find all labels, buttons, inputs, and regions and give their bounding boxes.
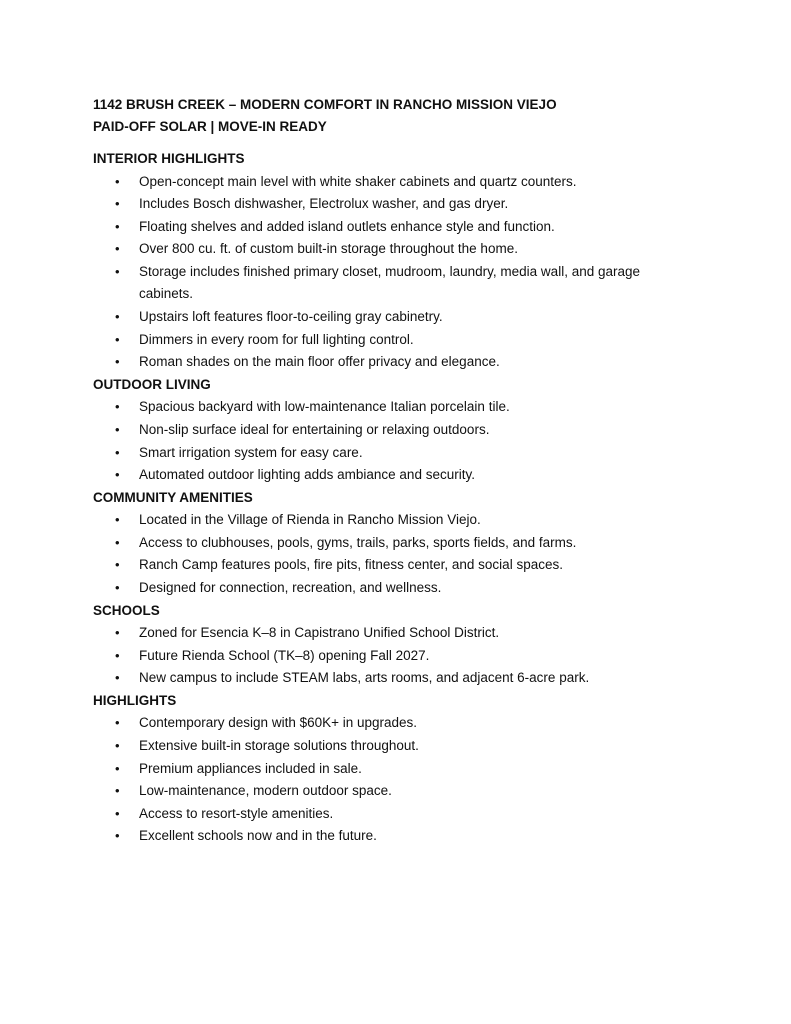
list-item-text: Non-slip surface ideal for entertaining or relaxing outdoors. bbox=[139, 421, 490, 437]
list-item-text: Designed for connection, recreation, and wellness. bbox=[139, 580, 442, 595]
list-item bbox=[93, 238, 713, 261]
list-item bbox=[93, 803, 713, 826]
list-item-text: Roman shades on the main floor offer privacy and elegance. bbox=[139, 354, 500, 370]
list-item bbox=[93, 171, 713, 194]
list-item bbox=[93, 419, 713, 442]
bullet-icon: • bbox=[115, 263, 120, 279]
list-item bbox=[93, 261, 713, 306]
list-item bbox=[93, 825, 713, 848]
section-heading: HIGHLIGHTS bbox=[93, 692, 177, 708]
bullet-icon: • bbox=[115, 421, 120, 437]
list-item bbox=[93, 577, 713, 600]
section bbox=[93, 374, 713, 487]
list-item bbox=[93, 667, 713, 690]
document-subtitle: PAID-OFF SOLAR | MOVE-IN READY bbox=[93, 119, 327, 134]
list-item-text: Located in the Village of Rienda in Rancho Mission Viejo. bbox=[139, 512, 481, 528]
bullet-icon: • bbox=[115, 647, 120, 663]
bullet-icon: • bbox=[115, 309, 120, 325]
list-item-text: Premium appliances included in sale. bbox=[139, 760, 362, 776]
list-item-text: Smart irrigation system for easy care. bbox=[139, 444, 363, 460]
bullet-icon: • bbox=[115, 331, 120, 347]
bullet-list bbox=[93, 171, 713, 374]
list-item-text: Upstairs loft features floor-to-ceiling gray cabinetry. bbox=[139, 309, 443, 325]
list-item bbox=[93, 329, 713, 352]
section bbox=[93, 600, 713, 690]
list-item-text: Open-concept main level with white shaker cabinets and quartz counters. bbox=[139, 173, 577, 189]
bullet-icon: • bbox=[115, 557, 120, 573]
section bbox=[93, 690, 713, 848]
document-page bbox=[93, 94, 713, 848]
list-item-text: New campus to include STEAM labs, arts rooms, and adjacent 6-acre park. bbox=[139, 670, 590, 686]
list-item bbox=[93, 464, 713, 487]
list-item bbox=[93, 554, 713, 577]
bullet-icon: • bbox=[115, 512, 120, 528]
bullet-icon: • bbox=[115, 670, 120, 686]
bullet-list bbox=[93, 622, 713, 690]
list-item bbox=[93, 351, 713, 374]
list-item-text: Floating shelves and added island outlets enhance style and function. bbox=[139, 218, 555, 234]
list-item bbox=[93, 532, 713, 555]
list-item-text: Dimmers in every room for full lighting control. bbox=[139, 331, 414, 347]
list-item-text: Ranch Camp features pools, fire pits, fitness center, and social spaces. bbox=[139, 557, 563, 573]
list-item-text: Excellent schools now and in the future. bbox=[139, 828, 377, 844]
bullet-icon: • bbox=[115, 828, 120, 844]
document-title: 1142 BRUSH CREEK – MODERN COMFORT IN RANCHO MISSION VIEJO bbox=[93, 97, 557, 112]
bullet-icon: • bbox=[115, 354, 120, 370]
list-item-text: Spacious backyard with low-maintenance Italian porcelain tile. bbox=[139, 399, 510, 415]
list-item bbox=[93, 645, 713, 668]
list-item bbox=[93, 442, 713, 465]
bullet-icon: • bbox=[115, 580, 120, 595]
bullet-icon: • bbox=[115, 715, 120, 731]
section-heading: COMMUNITY AMENITIES bbox=[93, 489, 253, 505]
list-item bbox=[93, 758, 713, 781]
list-item bbox=[93, 193, 713, 216]
list-item bbox=[93, 780, 713, 803]
list-item bbox=[93, 622, 713, 645]
sections-container bbox=[93, 148, 713, 848]
bullet-list bbox=[93, 396, 713, 486]
list-item-text: Zoned for Esencia K–8 in Capistrano Unified School District. bbox=[139, 625, 500, 641]
bullet-icon: • bbox=[115, 241, 120, 257]
list-item-text: Automated outdoor lighting adds ambiance and security. bbox=[139, 467, 475, 483]
bullet-icon: • bbox=[115, 173, 120, 189]
list-item bbox=[93, 712, 713, 735]
bullet-icon: • bbox=[115, 196, 120, 212]
list-item bbox=[93, 735, 713, 758]
list-item bbox=[93, 306, 713, 329]
bullet-icon: • bbox=[115, 760, 120, 776]
list-item bbox=[93, 509, 713, 532]
bullet-icon: • bbox=[115, 783, 120, 799]
section-heading: INTERIOR HIGHLIGHTS bbox=[93, 151, 245, 166]
bullet-list bbox=[93, 712, 713, 848]
section bbox=[93, 148, 713, 374]
list-item-text: Extensive built-in storage solutions throughout. bbox=[139, 737, 419, 753]
section bbox=[93, 487, 713, 600]
list-item bbox=[93, 216, 713, 239]
section-heading: SCHOOLS bbox=[93, 602, 160, 618]
bullet-list bbox=[93, 509, 713, 599]
list-item-text: Access to clubhouses, pools, gyms, trails, parks, sports fields, and farms. bbox=[139, 534, 577, 550]
bullet-icon: • bbox=[115, 444, 120, 460]
list-item-text: Access to resort-style amenities. bbox=[139, 805, 334, 821]
bullet-icon: • bbox=[115, 625, 120, 641]
bullet-icon: • bbox=[115, 805, 120, 821]
list-item bbox=[93, 396, 713, 419]
bullet-icon: • bbox=[115, 737, 120, 753]
list-item-text: Storage includes finished primary closet, mudroom, laundry, media wall, and garage cabinets. bbox=[139, 263, 641, 302]
list-item-text: Includes Bosch dishwasher, Electrolux washer, and gas dryer. bbox=[139, 196, 509, 212]
section-heading: OUTDOOR LIVING bbox=[93, 376, 211, 392]
bullet-icon: • bbox=[115, 218, 120, 234]
title-block bbox=[93, 94, 713, 138]
list-item-text: Low-maintenance, modern outdoor space. bbox=[139, 783, 392, 799]
list-item-text: Contemporary design with $60K+ in upgrades. bbox=[139, 715, 418, 731]
bullet-icon: • bbox=[115, 399, 120, 415]
bullet-icon: • bbox=[115, 534, 120, 550]
list-item-text: Over 800 cu. ft. of custom built-in storage throughout the home. bbox=[139, 241, 518, 257]
list-item-text: Future Rienda School (TK–8) opening Fall 2027. bbox=[139, 647, 430, 663]
bullet-icon: • bbox=[115, 467, 120, 483]
